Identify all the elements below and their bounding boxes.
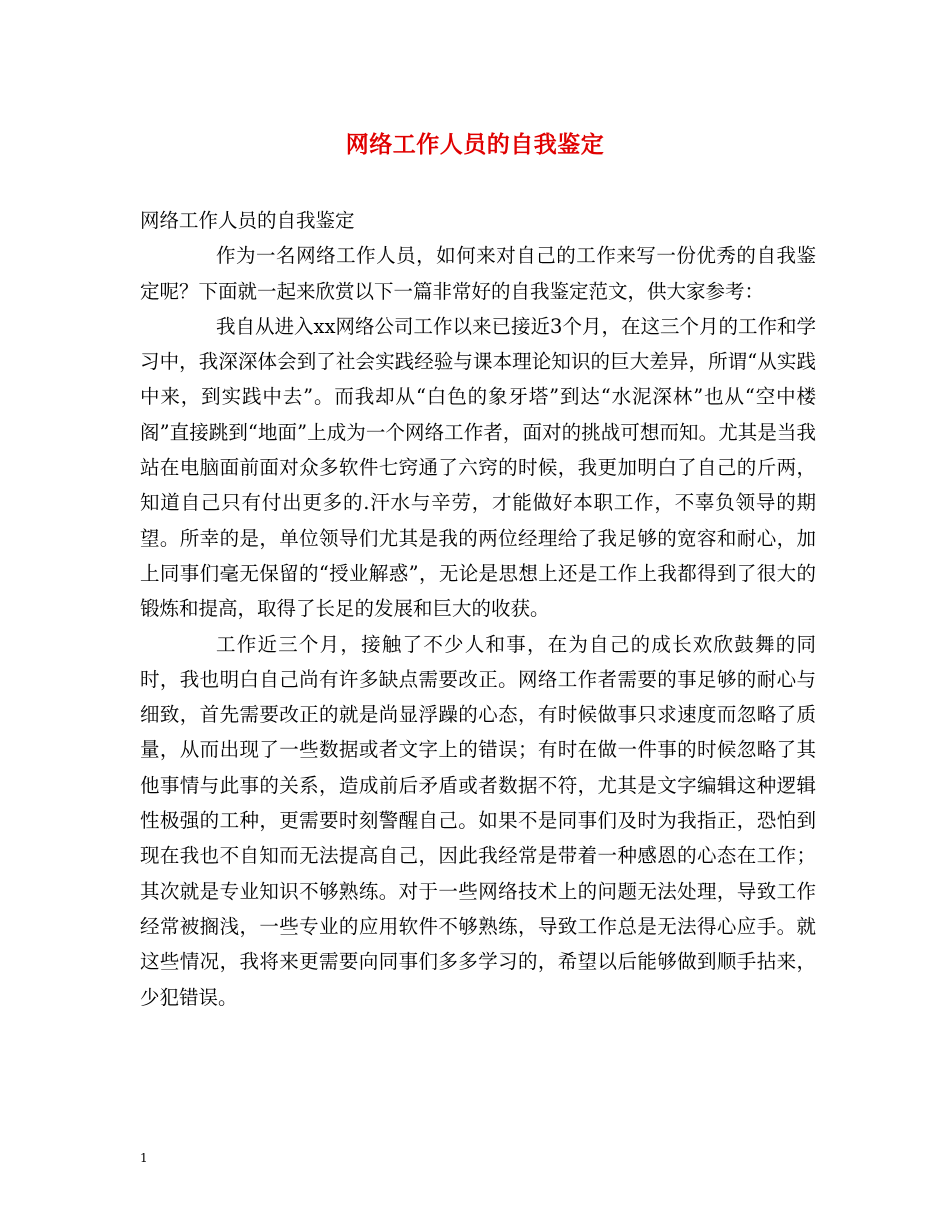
shortcomings-paragraph: 工作近三个月，接触了不少人和事，在为自己的成长欢欣鼓舞的同时，我也明白自己尚有许多缺点需要改正。网络工作者需要的事足够的耐心与细致，首先需要改正的就是尚显浮躁的心态，有时候做事只求速度而忽略了质量，从而出现了一些数据或者文字上的错误；有时在做一件事的时候忽略了其他事情与此事的关系，造成前后矛盾或者数据不符，尤其是文字编辑这种逻辑性极强的工种，更需要时刻警醒自己。如果不是同事们及时为我指正，恐怕到现在我也不自知而无法提高自己，因此我经常是带着一种感恩的心态在工作；其次就是专业知识不够熟练。对于一些网络技术上的问题无法处理，导致工作经常被搁浅，一些专业的应用软件不够熟练，导致工作总是无法得心应手。就这些情况，我将来更需要向同事们多多学习的，希望以后能够做到顺手拈来，少犯错误。 (140, 632, 816, 1009)
experience-paragraph: 我自从进入xx网络公司工作以来已接近3个月，在这三个月的工作和学习中，我深深体会到了社会实践经验与课本理论知识的巨大差异，所谓“从实践中来，到实践中去”。而我却从“白色的象牙塔”到达“水泥深林”也从“空中楼阁”直接跳到“地面”上成为一个网络工作者，面对的挑战可想而知。尤其是当我站在电脑面前面对众多软件七窍通了六窍的时候，我更加明白了自己的斤两，知道自己只有付出更多的.汗水与辛劳，才能做好本职工作，不辜负领导的期望。所幸的是，单位领导们尤其是我的两位经理给了我足够的宽容和耐心，加上同事们毫无保留的“授业解惑”，无论是思想上还是工作上我都得到了很大的锻炼和提高，取得了长足的发展和巨大的收获。 (140, 314, 816, 621)
document-title: 网络工作人员的自我鉴定 (345, 131, 605, 158)
document-body (140, 203, 816, 1015)
page-number: 1 (140, 1151, 148, 1165)
intro-paragraph: 作为一名网络工作人员，如何来对自己的工作来写一份优秀的自我鉴定呢？下面就一起来欣赏以下一篇非常好的自我鉴定范文，供大家参考： (140, 244, 816, 303)
body-heading-paragraph: 网络工作人员的自我鉴定 (140, 209, 355, 232)
